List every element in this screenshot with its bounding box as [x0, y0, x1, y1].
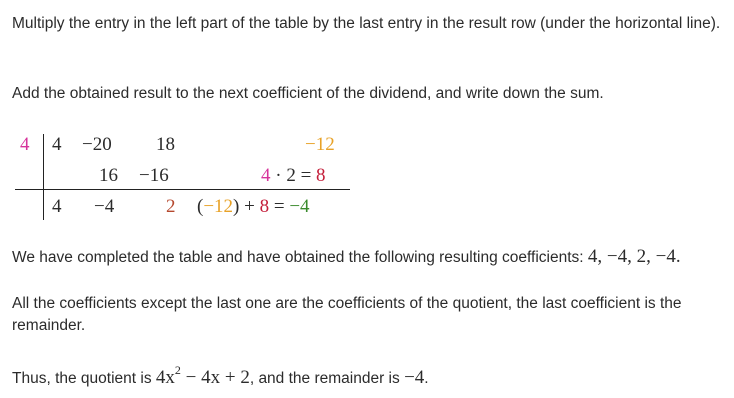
result-coefficients: 4, −4, 2, −4. — [587, 246, 681, 267]
remainder: −4 — [404, 367, 425, 388]
row3-val-3: 2 — [166, 196, 176, 217]
instruction-add: Add the obtained result to the next coefficient of the dividend, and write down the sum. — [12, 85, 604, 102]
row1-coef-3: 18 — [156, 134, 175, 155]
conclusion-middle: , and the remainder is — [249, 370, 405, 387]
vertical-divider — [43, 134, 44, 220]
conclusion: Thus, the quotient is $4x^2 - 4x + 2$, and the remainder is −4. — [12, 363, 429, 388]
row2-product: 4 · 2 = 8 — [261, 165, 326, 186]
result-sentence — [12, 246, 724, 269]
instruction-multiply: Multiply the entry in the left part of the table by the last entry in the result row (under the horizontal line). — [12, 15, 721, 32]
quotient: $4x^2 - 4x + 2$ — [155, 363, 250, 388]
row3-val-2: −4 — [94, 196, 115, 217]
row1-coef-2: −20 — [82, 134, 112, 155]
row1-coef-4: −12 — [305, 134, 335, 155]
horizontal-divider — [15, 189, 350, 190]
result-text: We have completed the table and have obtained the following resulting coefficients: — [12, 249, 588, 266]
row1-coef-1: 4 — [52, 134, 62, 155]
row2-val-2: −16 — [139, 165, 169, 186]
divisor: 4 — [20, 134, 30, 155]
row3-val-1: 4 — [52, 196, 62, 217]
coefficient-note: All the coefficients except the last one are the coefficients of the quotient, the last coefficient is the remainder. — [12, 295, 682, 334]
row3-sum: (−12) + 8 = −4 — [197, 196, 310, 217]
conclusion-prefix: Thus, the quotient is — [12, 370, 156, 387]
synthetic-division-table — [0, 128, 360, 223]
row2-val-1: 16 — [99, 165, 118, 186]
